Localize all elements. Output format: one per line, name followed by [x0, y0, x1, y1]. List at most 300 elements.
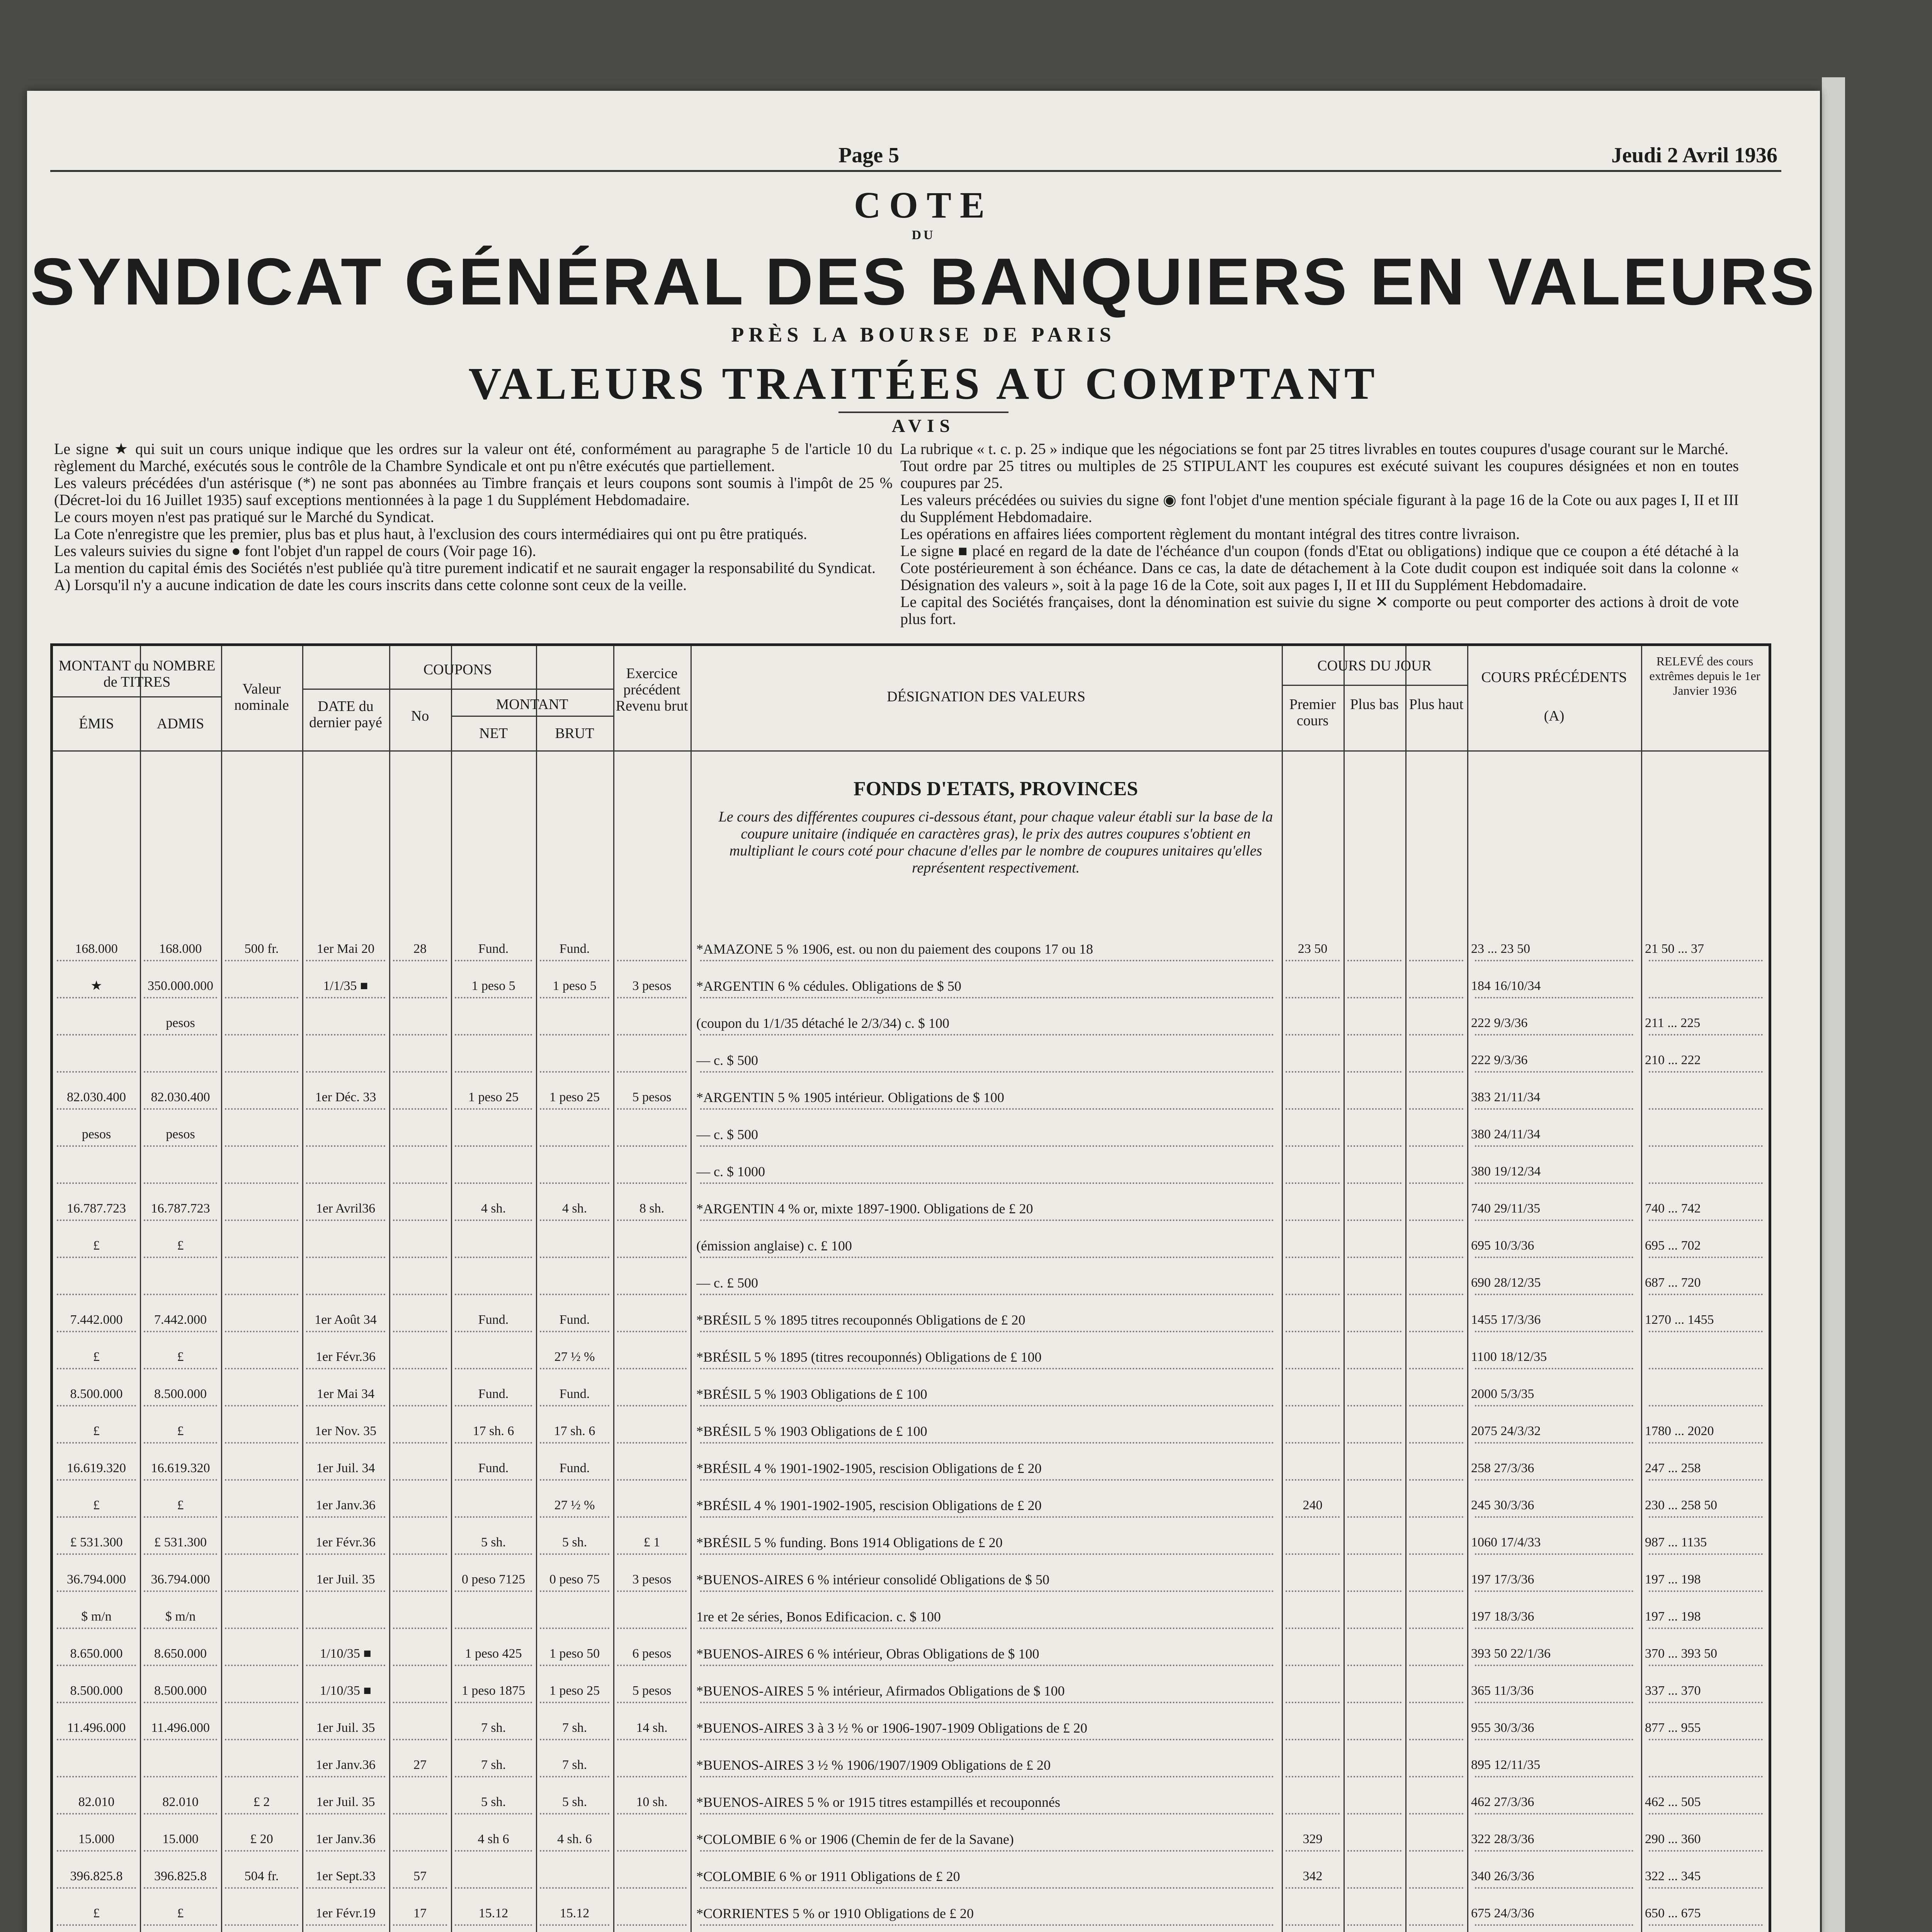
dot-leader [306, 1628, 385, 1629]
dot-leader [617, 960, 687, 961]
cell-admis: 16.619.320 [151, 1461, 210, 1475]
cell-desig: *ARGENTIN 6 % cédules. Obligations de $ 50 [696, 978, 961, 994]
dot-leader [306, 1034, 385, 1036]
cell-releve: 290 ... 360 [1645, 1832, 1701, 1846]
dot-leader [1286, 1628, 1340, 1629]
dot-leader [57, 1850, 136, 1852]
dot-leader [1286, 1368, 1340, 1369]
cell-date: 1er Déc. 33 [315, 1090, 376, 1104]
cell-valeur: 504 fr. [244, 1869, 279, 1883]
dot-leader [1649, 1145, 1763, 1147]
dot-leader [225, 1145, 298, 1147]
dot-leader [1475, 1368, 1633, 1369]
adjacent-page-edge [1822, 77, 1845, 1932]
dot-leader [1409, 1665, 1463, 1666]
cell-ex: 14 sh. [636, 1721, 668, 1735]
cell-prec: 197 17/3/36 [1471, 1572, 1534, 1587]
table-row [53, 1236, 1769, 1274]
dot-leader [540, 1331, 609, 1332]
cell-net: 1 peso 5 [471, 979, 515, 993]
dot-leader [617, 1628, 687, 1629]
dot-leader [225, 1368, 298, 1369]
cell-desig: *ARGENTIN 5 % 1905 intérieur. Obligations de $ 100 [696, 1090, 1004, 1105]
cell-releve: 1270 ... 1455 [1645, 1313, 1714, 1327]
table-row [53, 1385, 1769, 1422]
cell-no: 17 [413, 1906, 427, 1920]
table-row [53, 977, 1769, 1014]
dot-leader [700, 1368, 1274, 1369]
cell-premier: 23 50 [1298, 942, 1328, 956]
dot-leader [393, 1702, 447, 1703]
dot-leader [306, 1331, 385, 1332]
avis-paragraph: La mention du capital émis des Sociétés n'est publiée qu'à titre purement indicatif et ne saurait engager la responsabilité du Syndicat. [54, 559, 876, 577]
table-row [53, 1274, 1769, 1311]
header-releve: RELEVÉ des cours extrêmes depuis le 1er Janvier 1936 [1649, 654, 1760, 697]
dot-leader [225, 1219, 298, 1221]
cell-releve: 740 ... 742 [1645, 1201, 1701, 1216]
dot-leader [1347, 1479, 1401, 1481]
dot-leader [700, 1776, 1274, 1777]
cell-prec: 2000 5/3/35 [1471, 1387, 1534, 1401]
title-pres: PRÈS LA BOURSE DE PARIS [731, 323, 1116, 346]
cell-prec: 462 27/3/36 [1471, 1795, 1534, 1809]
cell-prec: 383 21/11/34 [1471, 1090, 1541, 1104]
cell-admis: £ [177, 1498, 184, 1512]
dot-leader [225, 1702, 298, 1703]
dot-leader [617, 1405, 687, 1406]
dot-leader [1409, 997, 1463, 998]
dot-leader [1475, 1294, 1633, 1295]
cell-admis: 82.010 [162, 1795, 199, 1809]
dot-leader [1347, 1108, 1401, 1110]
dot-leader [57, 1405, 136, 1406]
cell-desig: *BUENOS-AIRES 6 % intérieur, Obras Obligations de $ 100 [696, 1646, 1039, 1662]
dot-leader [306, 1553, 385, 1555]
cell-date: 1/1/35 ■ [323, 979, 368, 993]
cell-emis: £ [93, 1498, 100, 1512]
dot-leader [306, 1924, 385, 1926]
dot-leader [144, 1776, 217, 1777]
dot-leader [1286, 1182, 1340, 1184]
cell-prec: 675 24/3/36 [1471, 1906, 1534, 1920]
dot-leader [540, 1479, 609, 1481]
dot-leader [1347, 997, 1401, 998]
cell-date: 1/10/35 ■ [320, 1684, 371, 1698]
cell-brut: 1 peso 50 [549, 1646, 600, 1661]
cell-releve: 337 ... 370 [1645, 1684, 1701, 1698]
dot-leader [1649, 1628, 1763, 1629]
dot-leader [393, 1924, 447, 1926]
table-row [53, 1533, 1769, 1570]
cell-releve: 650 ... 675 [1645, 1906, 1701, 1920]
dot-leader [57, 1034, 136, 1036]
dot-leader [1409, 1850, 1463, 1852]
dot-leader [540, 1516, 609, 1518]
cell-emis: $ m/n [81, 1609, 112, 1624]
dot-leader [455, 1850, 532, 1852]
dot-leader [57, 1368, 136, 1369]
dot-leader [1286, 997, 1340, 998]
dot-leader [455, 1813, 532, 1815]
table-row [53, 1199, 1769, 1236]
cell-admis: £ [177, 1238, 184, 1253]
dot-leader [1347, 1071, 1401, 1073]
dot-leader [144, 1813, 217, 1815]
dot-leader [57, 1813, 136, 1815]
cell-releve: 687 ... 720 [1645, 1276, 1701, 1290]
dot-leader [144, 1219, 217, 1221]
dot-leader [1649, 1739, 1763, 1740]
dot-leader [1347, 1257, 1401, 1258]
cell-desig: (émission anglaise) c. £ 100 [696, 1238, 852, 1253]
cell-date: 1er Janv.36 [316, 1758, 376, 1772]
cell-date: 1er Avril36 [316, 1201, 376, 1216]
dot-leader [1649, 1590, 1763, 1592]
table-row [53, 1645, 1769, 1682]
dot-leader [1475, 1887, 1633, 1889]
cell-brut: 27 ½ % [554, 1350, 595, 1364]
table-row [53, 1051, 1769, 1088]
dot-leader [225, 1924, 298, 1926]
cell-releve: 210 ... 222 [1645, 1053, 1701, 1067]
cell-net: 7 sh. [481, 1721, 506, 1735]
masthead [27, 143, 1820, 167]
dot-leader [700, 1887, 1274, 1889]
quotation-table [50, 643, 1771, 1932]
dot-leader [455, 1405, 532, 1406]
dot-leader [57, 960, 136, 961]
table-row [53, 1867, 1769, 1904]
table-row [53, 1125, 1769, 1162]
table-row [53, 1162, 1769, 1199]
dot-leader [1347, 1182, 1401, 1184]
dot-leader [1409, 1553, 1463, 1555]
dot-leader [306, 1405, 385, 1406]
cell-net: Fund. [478, 1387, 509, 1401]
cell-brut: 1 peso 25 [549, 1684, 600, 1698]
dot-leader [225, 1034, 298, 1036]
dot-leader [455, 1034, 532, 1036]
dot-leader [1347, 1442, 1401, 1444]
dot-leader [700, 1257, 1274, 1258]
cell-prec: 895 12/11/35 [1471, 1758, 1541, 1772]
cell-brut: 1 peso 5 [553, 979, 597, 993]
dot-leader [540, 1034, 609, 1036]
dot-leader [1286, 1516, 1340, 1518]
dot-leader [1347, 1590, 1401, 1592]
dot-leader [144, 997, 217, 998]
dot-leader [540, 1887, 609, 1889]
dot-leader [1649, 1850, 1763, 1852]
dot-leader [617, 1776, 687, 1777]
dot-leader [393, 960, 447, 961]
cell-desig: *BRÉSIL 5 % 1903 Obligations de £ 100 [696, 1386, 927, 1402]
cell-desig: — c. £ 500 [696, 1275, 758, 1291]
dot-leader [1475, 1739, 1633, 1740]
dot-leader [1649, 1034, 1763, 1036]
cell-desig: 1re et 2e séries, Bonos Edificacion. c. $ 100 [696, 1609, 941, 1624]
dot-leader [144, 1442, 217, 1444]
dot-leader [57, 997, 136, 998]
header-subrule [53, 696, 221, 697]
dot-leader [393, 1442, 447, 1444]
dot-leader [1286, 1665, 1340, 1666]
dot-leader [225, 1479, 298, 1481]
cell-prec: 1100 18/12/35 [1471, 1350, 1547, 1364]
header-cours-precedents: COURS PRÉCÉDENTS [1481, 669, 1627, 685]
dot-leader [57, 1294, 136, 1295]
avis-paragraph: Les valeurs précédées ou suivies du signe ◉ font l'objet d'une mention spéciale figurant à la page 16 de la Cote ou aux pages I, II et III du Supplément Hebdomadaire. [900, 491, 1739, 526]
table-row [53, 1904, 1769, 1932]
dot-leader [540, 1145, 609, 1147]
cell-desig: *BRÉSIL 4 % 1901-1902-1905, rescision Obligations de £ 20 [696, 1461, 1042, 1476]
dot-leader [1347, 1924, 1401, 1926]
dot-leader [144, 1368, 217, 1369]
cell-desig: *COLOMBIE 6 % or 1906 (Chemin de fer de la Savane) [696, 1832, 1014, 1847]
dot-leader [1409, 1442, 1463, 1444]
header-plus-bas: Plus bas [1350, 696, 1399, 713]
dot-leader [1347, 1034, 1401, 1036]
dot-leader [1475, 1665, 1633, 1666]
dot-leader [1475, 1702, 1633, 1703]
cell-desig: *CORRIENTES 5 % or 1910 Obligations de £ 20 [696, 1906, 974, 1921]
cell-no: 27 [413, 1758, 427, 1772]
avis-right-column [900, 440, 1739, 628]
dot-leader [1475, 1331, 1633, 1332]
dot-leader [1475, 1924, 1633, 1926]
dot-leader [455, 1182, 532, 1184]
dot-leader [455, 1479, 532, 1481]
dot-leader [225, 1294, 298, 1295]
dot-leader [617, 1479, 687, 1481]
dot-leader [617, 1368, 687, 1369]
newspaper-page [27, 91, 1820, 1932]
cell-emis: £ [93, 1238, 100, 1253]
dot-leader [306, 1850, 385, 1852]
dot-leader [1649, 1108, 1763, 1110]
cell-net: 1 peso 1875 [461, 1684, 526, 1698]
dot-leader [1649, 960, 1763, 961]
cell-prec: 2075 24/3/32 [1471, 1424, 1541, 1438]
dot-leader [144, 1145, 217, 1147]
cell-desig: — c. $ 500 [696, 1053, 758, 1068]
dot-leader [306, 1257, 385, 1258]
dot-leader [306, 1776, 385, 1777]
cell-date: 1/10/35 ■ [320, 1646, 371, 1661]
cell-net: Fund. [478, 1461, 509, 1475]
dot-leader [617, 1034, 687, 1036]
cell-admis: 16.787.723 [151, 1201, 210, 1216]
title-cote: COTE [854, 184, 993, 226]
dot-leader [1286, 1850, 1340, 1852]
cell-admis: £ [177, 1424, 184, 1438]
dot-leader [225, 997, 298, 998]
avis-heading: AVIS [891, 416, 956, 436]
dot-leader [1347, 1294, 1401, 1295]
table-row [53, 940, 1769, 977]
dot-leader [1649, 1294, 1763, 1295]
dot-leader [1649, 1665, 1763, 1666]
dot-leader [57, 1145, 136, 1147]
dot-leader [393, 1850, 447, 1852]
dot-leader [144, 1702, 217, 1703]
cell-desig: *ARGENTIN 4 % or, mixte 1897-1900. Obligations de £ 20 [696, 1201, 1033, 1216]
dot-leader [306, 1442, 385, 1444]
cell-desig: *AMAZONE 5 % 1906, est. ou non du paiement des coupons 17 ou 18 [696, 941, 1093, 957]
dot-leader [393, 1628, 447, 1629]
cell-desig: (coupon du 1/1/35 détaché le 2/3/34) c. $ 100 [696, 1015, 949, 1031]
dot-leader [540, 997, 609, 998]
dot-leader [700, 1108, 1274, 1110]
dot-leader [57, 1331, 136, 1332]
table-row [53, 1570, 1769, 1607]
dot-leader [225, 1887, 298, 1889]
dot-leader [455, 1739, 532, 1740]
dot-leader [1409, 1516, 1463, 1518]
dot-leader [700, 1182, 1274, 1184]
dot-leader [144, 1516, 217, 1518]
dot-leader [393, 1590, 447, 1592]
dot-leader [540, 1924, 609, 1926]
cell-emis: 8.500.000 [70, 1684, 123, 1698]
avis-paragraph: Le capital des Sociétés françaises, dont la dénomination est suivie du signe ✕ comporte ou peut comporter des actions à droit de vote plus fort. [900, 593, 1739, 628]
title-du: DU [912, 228, 935, 242]
table-row [53, 1311, 1769, 1348]
table-row [53, 1682, 1769, 1719]
dot-leader [455, 1628, 532, 1629]
header-emis: ÉMIS [79, 716, 114, 732]
avis-paragraph: Le cours moyen n'est pas pratiqué sur le Marché du Syndicat. [54, 508, 434, 526]
cell-net: 15.12 [478, 1906, 509, 1920]
dot-leader [700, 1034, 1274, 1036]
dot-leader [700, 1294, 1274, 1295]
dot-leader [1409, 1145, 1463, 1147]
cell-desig: *BRÉSIL 4 % 1901-1902-1905, rescision Obligations de £ 20 [696, 1498, 1042, 1513]
cell-premier: 342 [1303, 1869, 1323, 1883]
header-premier: Premier cours [1289, 696, 1336, 729]
dot-leader [617, 1442, 687, 1444]
dot-leader [455, 997, 532, 998]
dot-leader [700, 1331, 1274, 1332]
dot-leader [1286, 1145, 1340, 1147]
dot-leader [393, 1479, 447, 1481]
dot-leader [1347, 1145, 1401, 1147]
dot-leader [1286, 1294, 1340, 1295]
dot-leader [617, 1294, 687, 1295]
dot-leader [225, 1813, 298, 1815]
dot-leader [144, 1108, 217, 1110]
cell-releve: 987 ... 1135 [1645, 1535, 1707, 1549]
dot-leader [393, 1813, 447, 1815]
dot-leader [393, 997, 447, 998]
header-admis: ADMIS [156, 716, 204, 732]
header-valeur: Valeur nominale [234, 681, 289, 713]
dot-leader [700, 997, 1274, 998]
dot-leader [700, 1516, 1274, 1518]
header-designation: DÉSIGNATION DES VALEURS [887, 689, 1085, 705]
dot-leader [225, 1516, 298, 1518]
dot-leader [393, 1405, 447, 1406]
cell-date: 1er Juil. 35 [316, 1795, 375, 1809]
dot-leader [1347, 1887, 1401, 1889]
cell-releve: 230 ... 258 50 [1645, 1498, 1717, 1512]
dot-leader [306, 1368, 385, 1369]
cell-brut: 1 peso 25 [549, 1090, 600, 1104]
dot-leader [1475, 1405, 1633, 1406]
dot-leader [617, 1071, 687, 1073]
dot-leader [700, 1665, 1274, 1666]
cell-desig: *BRÉSIL 5 % 1903 Obligations de £ 100 [696, 1423, 927, 1439]
dot-leader [540, 1294, 609, 1295]
dot-leader [306, 1071, 385, 1073]
table-row [53, 1719, 1769, 1756]
masthead-rule [50, 170, 1781, 172]
dot-leader [455, 1294, 532, 1295]
dot-leader [617, 1590, 687, 1592]
cell-brut: 0 peso 75 [549, 1572, 600, 1587]
cell-admis: pesos [166, 1127, 195, 1141]
cell-premier: 240 [1303, 1498, 1323, 1512]
title-valeurs: VALEURS TRAITÉES AU COMPTANT [468, 358, 1379, 409]
cell-emis: 36.794.000 [67, 1572, 126, 1587]
dot-leader [1475, 997, 1633, 998]
dot-leader [1649, 1776, 1763, 1777]
dot-leader [393, 1219, 447, 1221]
cell-prec: 1455 17/3/36 [1471, 1313, 1541, 1327]
cell-date: 1er Juil. 34 [316, 1461, 375, 1475]
dot-leader [393, 1145, 447, 1147]
cell-emis: £ [93, 1350, 100, 1364]
dot-leader [1475, 1776, 1633, 1777]
dot-leader [1475, 1516, 1633, 1518]
dot-leader [1347, 1331, 1401, 1332]
dot-leader [1286, 960, 1340, 961]
cell-ex: 8 sh. [639, 1201, 665, 1216]
cell-prec: 695 10/3/36 [1471, 1238, 1534, 1253]
cell-brut: Fund. [559, 942, 590, 956]
dot-leader [306, 1739, 385, 1740]
cell-emis: ★ [90, 979, 102, 993]
dot-leader [617, 1702, 687, 1703]
cell-net: 1 peso 425 [465, 1646, 522, 1661]
dot-leader [57, 1590, 136, 1592]
dot-leader [700, 1442, 1274, 1444]
cell-date: 1er Mai 34 [316, 1387, 375, 1401]
cell-prec: 1060 17/4/33 [1471, 1535, 1541, 1549]
cell-admis: £ 531.300 [154, 1535, 207, 1549]
avis-paragraph: Les valeurs suivies du signe ● font l'objet d'un rappel de cours (Voir page 16). [54, 542, 536, 560]
cell-emis: 168.000 [75, 942, 118, 956]
cell-releve: 197 ... 198 [1645, 1609, 1701, 1624]
dot-leader [144, 1850, 217, 1852]
dot-leader [225, 1405, 298, 1406]
cell-releve: 877 ... 955 [1645, 1721, 1701, 1735]
cell-emis: 396.825.8 [70, 1869, 123, 1883]
cell-ex: 6 pesos [632, 1646, 672, 1661]
dot-leader [617, 1257, 687, 1258]
cell-valeur: £ 20 [250, 1832, 273, 1846]
dot-leader [306, 1294, 385, 1295]
dot-leader [1649, 1516, 1763, 1518]
cell-emis: 7.442.000 [70, 1313, 123, 1327]
cell-date: 1er Févr.36 [316, 1350, 376, 1364]
cell-admis: 15.000 [162, 1832, 199, 1846]
dot-leader [225, 1331, 298, 1332]
dot-leader [393, 1108, 447, 1110]
dot-leader [1347, 1628, 1401, 1629]
dot-leader [617, 1182, 687, 1184]
cell-emis: 82.030.400 [67, 1090, 126, 1104]
